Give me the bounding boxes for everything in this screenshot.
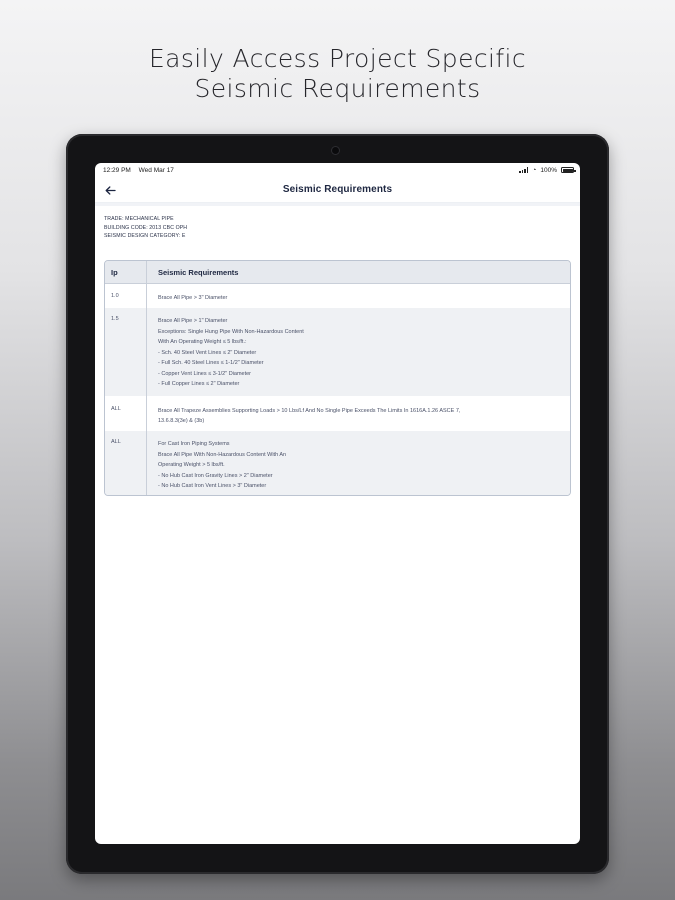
ip-cell: 1.0 (105, 284, 147, 308)
ip-cell: ALL (105, 431, 147, 495)
requirement-line: - No Hub Cast Iron Gravity Lines > 2" Diameter (158, 472, 273, 479)
requirements-cell (147, 396, 570, 431)
ip-cell: ALL (105, 396, 147, 431)
requirements-cell (147, 308, 570, 396)
requirement-line: Brace All Trapeze Assemblies Supporting Loads > 10 Lbs/Lf And No Single Pipe Exceeds The Limits In 1616A.1.26 ASCE 7, (158, 408, 461, 414)
requirements-cell (147, 284, 570, 308)
column-header-requirements: Seismic Requirements (158, 268, 239, 277)
requirement-line: - No Hub Cast Iron Vent Lines > 3" Diameter (158, 483, 267, 489)
requirement-line: Operating Weight > 5 lbs/ft. (158, 462, 225, 468)
seismic-requirements-table (104, 260, 571, 496)
battery-icon (561, 167, 574, 173)
requirement-line: With An Operating Weight ≤ 5 lbs/ft.: (158, 339, 247, 345)
wifi-icon: ◔ (532, 166, 537, 174)
meta-building-code: BUILDING CODE: 2013 CBC OPH (104, 224, 188, 231)
table-row (105, 396, 570, 431)
status-date: Wed Mar 17 (138, 166, 174, 174)
battery-percent: 100% (540, 166, 557, 174)
promo-line-1: Easily Access Project Specific (148, 44, 527, 73)
requirement-line: 13.6.8.3(3e) & (3b) (158, 418, 205, 424)
meta-trade: TRADE: MECHANICAL PIPE (104, 216, 174, 222)
meta-seismic-category: SEISMIC DESIGN CATEGORY: E (104, 233, 186, 239)
requirement-line: - Full Copper Lines ≤ 2" Diameter (158, 381, 240, 387)
requirement-line: - Full Sch. 40 Steel Lines ≤ 1-1/2" Diameter (158, 360, 264, 366)
requirement-line: Brace All Pipe > 1" Diameter (158, 318, 228, 324)
table-row (105, 308, 570, 396)
ip-cell: 1.5 (105, 308, 147, 396)
requirement-line: Brace All Pipe With Non-Hazardous Content With An (158, 451, 287, 458)
back-arrow-icon[interactable] (101, 181, 119, 199)
cellular-signal-icon (519, 167, 528, 173)
requirements-cell (147, 431, 570, 495)
requirement-line: - Copper Vent Lines ≤ 3-1/2" Diameter (158, 370, 252, 377)
camera-icon (332, 147, 339, 154)
table-row (105, 284, 570, 308)
requirement-line: Brace All Pipe > 3" Diameter (158, 295, 228, 301)
table-header-row (105, 261, 570, 284)
status-time: 12:29 PM (103, 166, 131, 174)
promo-headline (0, 44, 675, 104)
table-row (105, 431, 570, 495)
requirement-line: For Cast Iron Piping Systems (158, 441, 230, 447)
status-bar (95, 163, 580, 177)
tablet-frame (66, 134, 609, 874)
page-title: Seismic Requirements (282, 184, 393, 195)
promo-line-2: Seismic Requirements (194, 74, 481, 103)
project-meta (95, 206, 580, 241)
requirement-line: - Sch. 40 Steel Vent Lines ≤ 2" Diameter (158, 349, 257, 356)
nav-bar (95, 177, 580, 203)
column-header-ip: Ip (105, 261, 147, 283)
requirement-line: Exceptions: Single Hung Pipe With Non-Hazardous Content (158, 328, 304, 335)
tablet-screen (95, 163, 580, 844)
